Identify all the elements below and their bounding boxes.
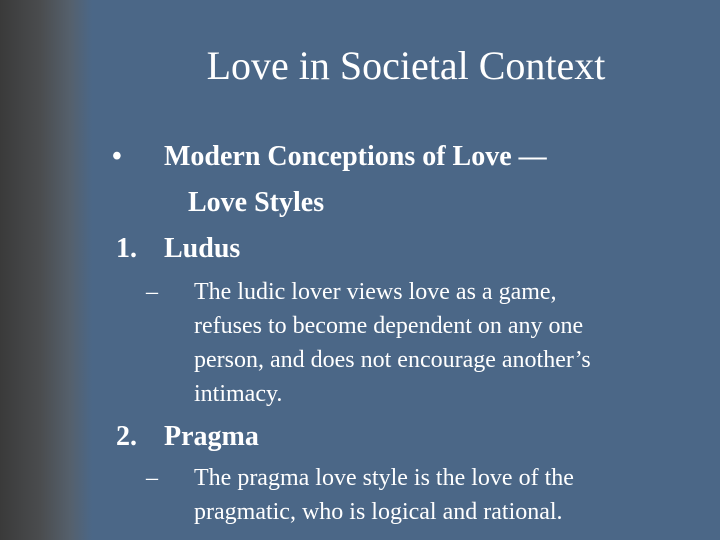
item-heading-ludus: Ludus (164, 233, 241, 264)
pragma-description-line-2: pragmatic, who is logical and rational. (194, 499, 563, 525)
item-number-2: 2. (116, 421, 137, 452)
sub-bullet-dash-2: – (146, 465, 158, 491)
ludus-description-line-2: refuses to become dependent on any one (194, 313, 584, 339)
ludus-description-line-4: intimacy. (194, 381, 283, 407)
ludus-description-line-1: The ludic lover views love as a game, (194, 279, 557, 305)
pragma-description-line-1: The pragma love style is the love of the (194, 465, 574, 491)
item-heading-pragma: Pragma (164, 421, 259, 452)
slide-title: Love in Societal Context (206, 43, 606, 88)
bullet-marker: • (112, 141, 122, 172)
item-number-1: 1. (116, 233, 137, 264)
sub-bullet-dash-1: – (146, 279, 158, 305)
bullet-text-line-1: Modern Conceptions of Love — (164, 141, 547, 172)
left-gradient-band (0, 0, 92, 540)
bullet-text-line-2: Love Styles (188, 187, 325, 218)
ludus-description-line-3: person, and does not encourage another’s (194, 347, 591, 373)
